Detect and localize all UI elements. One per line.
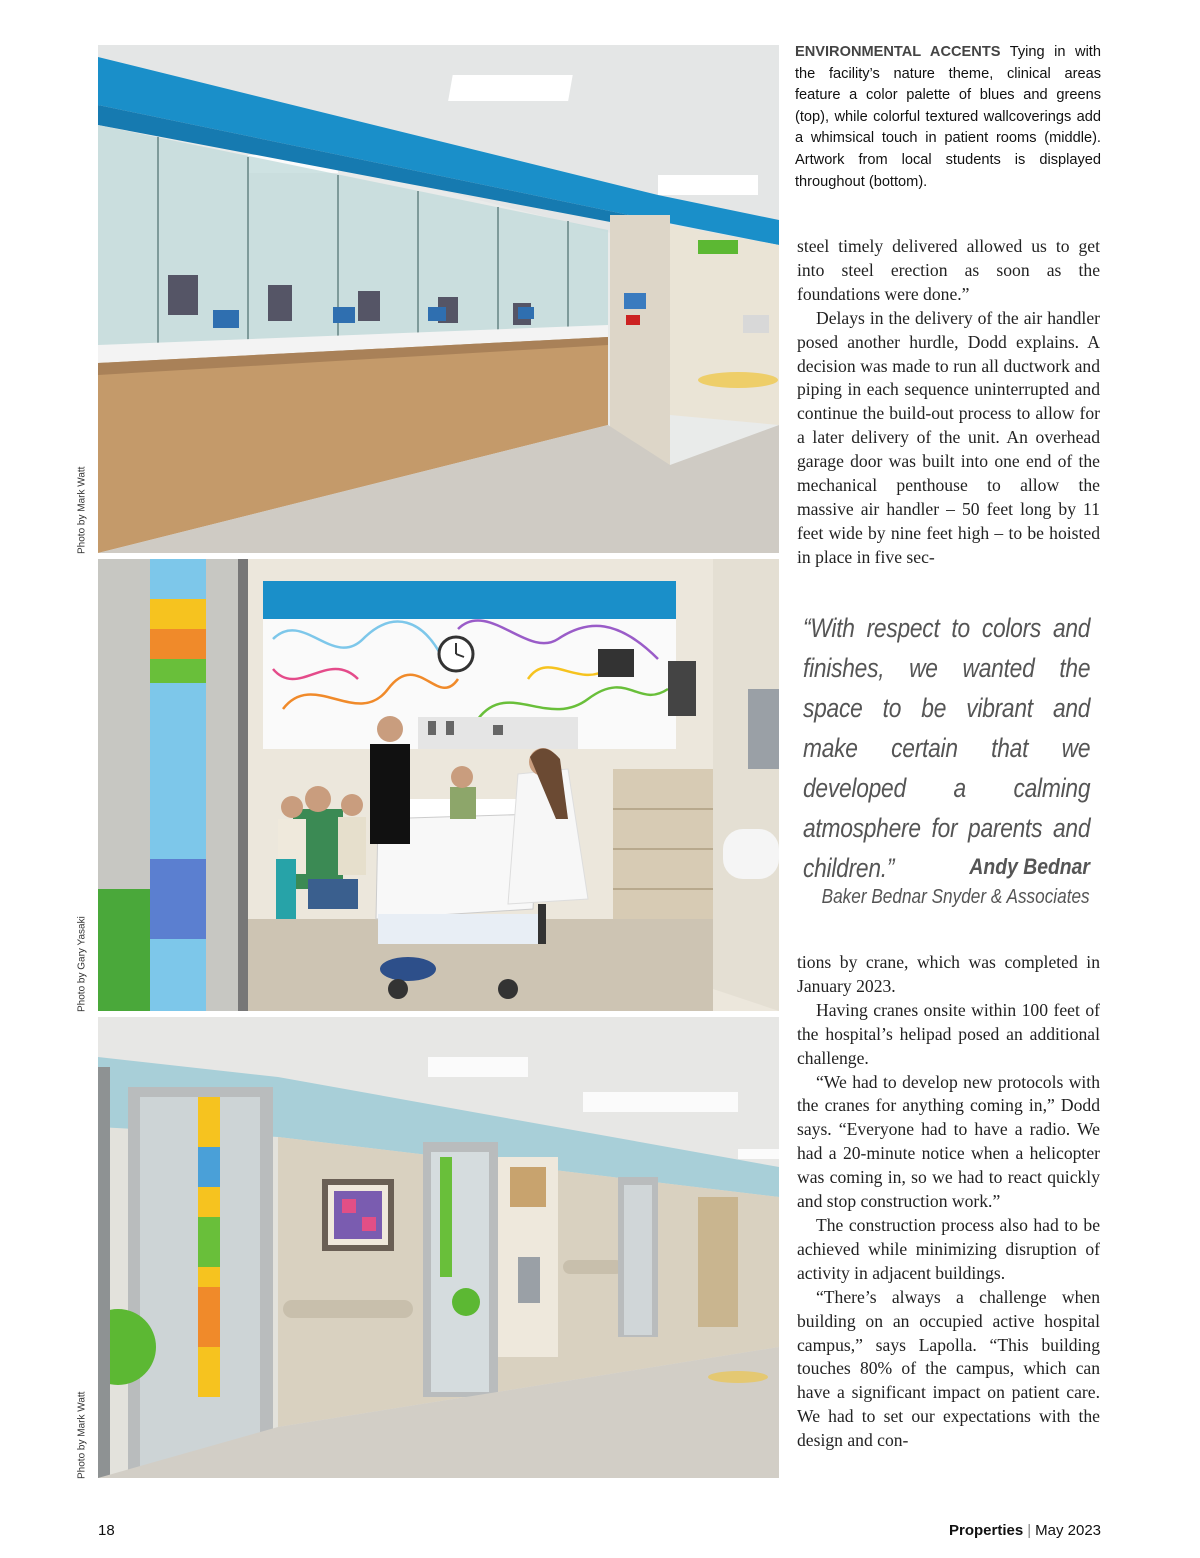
photo-credit-middle: Photo by Gary Yasaki: [76, 916, 88, 1012]
photo-nurses-station: [98, 45, 779, 553]
photo-caption: [795, 42, 1101, 193]
publication-name: Properties: [949, 1522, 1024, 1539]
paragraph: Having cranes onsite within 100 feet of the hospital’s helipad posed an additional challenge.: [797, 999, 1100, 1068]
caption-lead: ENVIRONMENTAL ACCENTS: [795, 44, 1001, 60]
article-column-top: [797, 235, 1100, 570]
photo-credit-bottom: Photo by Mark Watt: [76, 1391, 88, 1479]
page-number: 18: [98, 1522, 115, 1539]
pull-quote: “With respect to colors and finishes, we wanted the space to be vibrant and make certain that we developed a calming atmosphere for parents and children.”: [803, 613, 1091, 883]
article-column-bottom: [797, 951, 1100, 1453]
pull-quote-name: Andy Bednar: [969, 854, 1090, 879]
paragraph: “There’s always a challenge when building on an occupied active hospital campus,” says Lapolla. “This building touches 80% of the campus, which can have a significant impact on patient care. We had to set our expectations with the design and con-: [797, 1286, 1100, 1451]
photo-corridor: [98, 1017, 779, 1478]
footer-separator: |: [1027, 1522, 1032, 1539]
photo-patient-room: [98, 559, 779, 1011]
publication-footer: [949, 1522, 1101, 1539]
caption-body: Tying in with the facility’s nature theme, clinical areas feature a color palette of blues and greens (top), while colorful textured wallcoverings add a whimsical touch in patient rooms (middle). Artwork from local students is displayed throughout (bottom).: [795, 44, 1101, 190]
photo-credit-top: Photo by Mark Watt: [76, 466, 88, 554]
patient-room-illustration: [98, 559, 779, 1011]
paragraph: “We had to develop new protocols with the cranes for anything coming in,” Dodd says. “Everyone had to have a radio. We had a 20-minute notice when a helicopter was coming in, so we had to react quickly and stop construction work.”: [797, 1071, 1100, 1212]
paragraph: Delays in the delivery of the air handler posed another hurdle, Dodd explains. A decision was made to run all ductwork and piping in each sequence uninterrupted and continue the build-out process to allow for a later delivery of the unit. An overhead garage door was built into one end of the mechanical penthouse to allow the massive air handler – 50 feet long by 11 feet wide by nine feet high – to be hoisted in place in five sec-: [797, 307, 1100, 567]
pull-quote-organization: Baker Bednar Snyder & Associates: [821, 886, 1090, 908]
nurses-station-illustration: [98, 45, 779, 553]
issue-date: May 2023: [1035, 1522, 1101, 1539]
corridor-illustration: [98, 1017, 779, 1478]
paragraph: steel timely delivered allowed us to get into steel erection as soon as the foundations were done.”: [797, 236, 1100, 304]
paragraph: tions by crane, which was completed in January 2023.: [797, 952, 1100, 996]
paragraph: The construction process also had to be achieved while minimizing disruption of activity in adjacent buildings.: [797, 1214, 1100, 1283]
